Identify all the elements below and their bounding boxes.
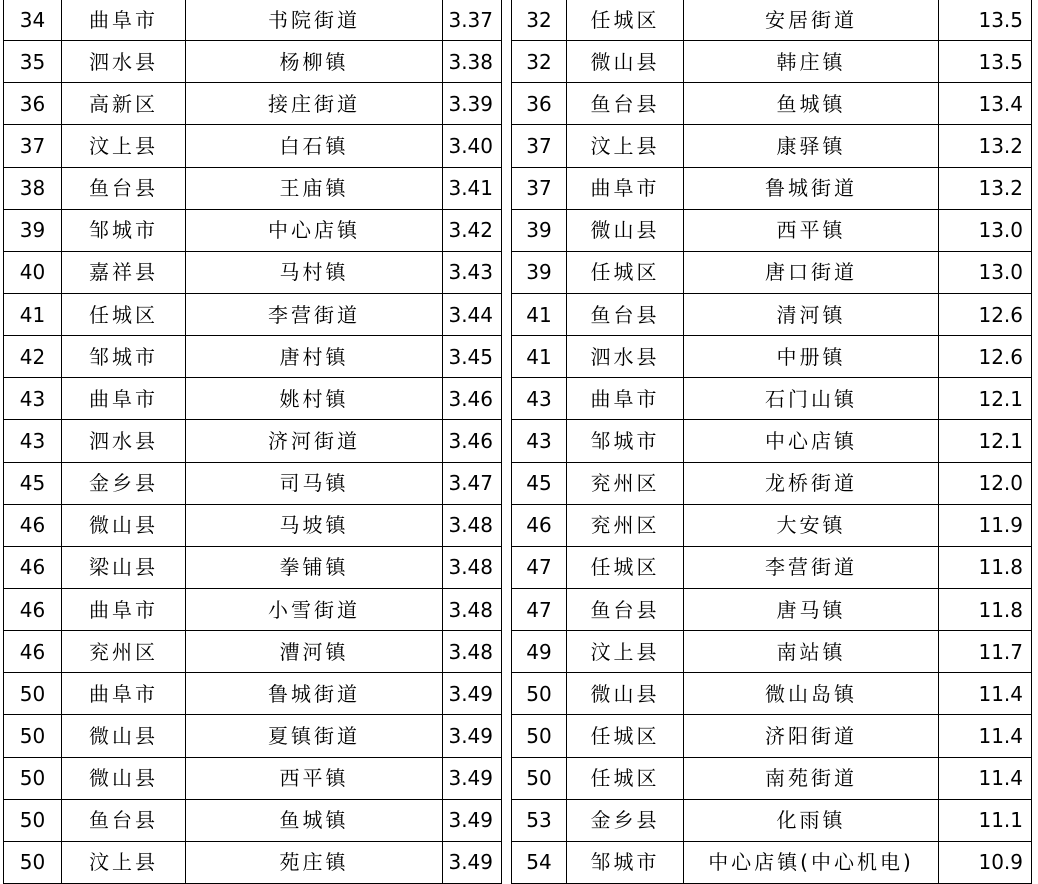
right-table-row	[512, 588, 1032, 630]
value-cell: 3.37	[443, 0, 502, 41]
town-cell: 司马镇	[186, 462, 443, 504]
left-table-row	[4, 673, 502, 715]
value-cell: 3.43	[443, 251, 502, 293]
rank-cell: 47	[512, 588, 567, 630]
rank-cell: 50	[512, 715, 567, 757]
rank-cell: 39	[4, 209, 62, 251]
value-cell: 13.2	[939, 125, 1032, 167]
rank-cell: 42	[4, 336, 62, 378]
town-cell: 王庙镇	[186, 167, 443, 209]
value-cell: 12.0	[939, 462, 1032, 504]
value-cell: 3.49	[443, 841, 502, 883]
value-cell: 3.49	[443, 799, 502, 841]
town-cell: 接庄街道	[186, 83, 443, 125]
county-cell: 微山县	[567, 673, 684, 715]
county-cell: 鱼台县	[62, 799, 186, 841]
county-cell: 曲阜市	[62, 588, 186, 630]
town-cell: 化雨镇	[684, 799, 939, 841]
left-table-row	[4, 588, 502, 630]
town-cell: 马村镇	[186, 251, 443, 293]
town-cell: 书院街道	[186, 0, 443, 41]
rank-cell: 41	[512, 336, 567, 378]
county-cell: 泗水县	[62, 41, 186, 83]
left-table-row	[4, 504, 502, 546]
left-table-row	[4, 167, 502, 209]
town-cell: 李营街道	[186, 293, 443, 335]
rank-cell: 50	[4, 757, 62, 799]
county-cell: 兖州区	[62, 631, 186, 673]
value-cell: 3.46	[443, 420, 502, 462]
rank-cell: 53	[512, 799, 567, 841]
value-cell: 11.4	[939, 757, 1032, 799]
town-cell: 中心店镇	[684, 420, 939, 462]
value-cell: 3.42	[443, 209, 502, 251]
county-cell: 高新区	[62, 83, 186, 125]
rank-cell: 43	[4, 420, 62, 462]
right-table-row	[512, 41, 1032, 83]
county-cell: 鱼台县	[567, 588, 684, 630]
county-cell: 汶上县	[62, 125, 186, 167]
county-cell: 金乡县	[62, 462, 186, 504]
town-cell: 白石镇	[186, 125, 443, 167]
right-table-row	[512, 757, 1032, 799]
county-cell: 任城区	[62, 293, 186, 335]
value-cell: 11.8	[939, 546, 1032, 588]
right-table-row	[512, 546, 1032, 588]
rank-cell: 49	[512, 631, 567, 673]
county-cell: 汶上县	[567, 125, 684, 167]
value-cell: 12.1	[939, 378, 1032, 420]
rank-cell: 46	[4, 631, 62, 673]
town-cell: 小雪街道	[186, 588, 443, 630]
value-cell: 13.2	[939, 167, 1032, 209]
town-cell: 唐村镇	[186, 336, 443, 378]
right-table-row	[512, 0, 1032, 41]
town-cell: 西平镇	[186, 757, 443, 799]
value-cell: 3.45	[443, 336, 502, 378]
value-cell: 3.49	[443, 715, 502, 757]
county-cell: 鱼台县	[62, 167, 186, 209]
county-cell: 汶上县	[62, 841, 186, 883]
rank-cell: 39	[512, 209, 567, 251]
right-table-row	[512, 420, 1032, 462]
county-cell: 任城区	[567, 546, 684, 588]
right-table-row	[512, 504, 1032, 546]
right-table-row	[512, 631, 1032, 673]
left-ranking-table	[3, 0, 502, 884]
left-table-body	[4, 0, 502, 883]
left-table-row	[4, 125, 502, 167]
county-cell: 泗水县	[62, 420, 186, 462]
county-cell: 任城区	[567, 757, 684, 799]
county-cell: 曲阜市	[567, 378, 684, 420]
county-cell: 任城区	[567, 715, 684, 757]
rank-cell: 46	[4, 504, 62, 546]
rank-cell: 46	[4, 588, 62, 630]
rank-cell: 43	[4, 378, 62, 420]
town-cell: 杨柳镇	[186, 41, 443, 83]
value-cell: 11.7	[939, 631, 1032, 673]
rank-cell: 32	[512, 0, 567, 41]
town-cell: 中册镇	[684, 336, 939, 378]
value-cell: 3.39	[443, 83, 502, 125]
right-table-row	[512, 841, 1032, 883]
town-cell: 西平镇	[684, 209, 939, 251]
value-cell: 13.5	[939, 41, 1032, 83]
town-cell: 中心店镇(中心机电)	[684, 841, 939, 883]
rank-cell: 39	[512, 251, 567, 293]
county-cell: 微山县	[62, 504, 186, 546]
town-cell: 龙桥街道	[684, 462, 939, 504]
left-table-row	[4, 378, 502, 420]
town-cell: 苑庄镇	[186, 841, 443, 883]
rank-cell: 36	[512, 83, 567, 125]
county-cell: 鱼台县	[567, 293, 684, 335]
county-cell: 金乡县	[567, 799, 684, 841]
county-cell: 邹城市	[62, 336, 186, 378]
town-cell: 唐口街道	[684, 251, 939, 293]
county-cell: 邹城市	[567, 420, 684, 462]
county-cell: 嘉祥县	[62, 251, 186, 293]
value-cell: 12.6	[939, 293, 1032, 335]
town-cell: 安居街道	[684, 0, 939, 41]
county-cell: 微山县	[567, 41, 684, 83]
rank-cell: 45	[4, 462, 62, 504]
rank-cell: 50	[512, 673, 567, 715]
town-cell: 济阳街道	[684, 715, 939, 757]
right-ranking-table	[511, 0, 1032, 884]
town-cell: 姚村镇	[186, 378, 443, 420]
value-cell: 3.49	[443, 673, 502, 715]
county-cell: 邹城市	[62, 209, 186, 251]
county-cell: 任城区	[567, 0, 684, 41]
county-cell: 微山县	[567, 209, 684, 251]
town-cell: 拳铺镇	[186, 546, 443, 588]
town-cell: 韩庄镇	[684, 41, 939, 83]
rank-cell: 38	[4, 167, 62, 209]
value-cell: 10.9	[939, 841, 1032, 883]
rank-cell: 32	[512, 41, 567, 83]
county-cell: 微山县	[62, 715, 186, 757]
town-cell: 马坡镇	[186, 504, 443, 546]
rank-cell: 50	[4, 715, 62, 757]
town-cell: 夏镇街道	[186, 715, 443, 757]
rank-cell: 35	[4, 41, 62, 83]
value-cell: 3.44	[443, 293, 502, 335]
right-table-body	[512, 0, 1032, 883]
value-cell: 3.48	[443, 546, 502, 588]
left-table-row	[4, 546, 502, 588]
rank-cell: 43	[512, 420, 567, 462]
left-table-row	[4, 841, 502, 883]
rank-cell: 37	[4, 125, 62, 167]
rank-cell: 50	[512, 757, 567, 799]
town-cell: 微山岛镇	[684, 673, 939, 715]
county-cell: 曲阜市	[62, 0, 186, 41]
town-cell: 大安镇	[684, 504, 939, 546]
left-table-row	[4, 0, 502, 41]
town-cell: 中心店镇	[186, 209, 443, 251]
town-cell: 南苑街道	[684, 757, 939, 799]
right-table-row	[512, 378, 1032, 420]
value-cell: 11.4	[939, 673, 1032, 715]
left-table-row	[4, 251, 502, 293]
rank-cell: 46	[512, 504, 567, 546]
left-table-row	[4, 631, 502, 673]
left-table-row	[4, 420, 502, 462]
left-table-row	[4, 209, 502, 251]
value-cell: 3.46	[443, 378, 502, 420]
left-table-row	[4, 41, 502, 83]
right-table-row	[512, 462, 1032, 504]
county-cell: 兖州区	[567, 462, 684, 504]
rank-cell: 50	[4, 799, 62, 841]
rank-cell: 47	[512, 546, 567, 588]
right-table-row	[512, 167, 1032, 209]
right-table-row	[512, 799, 1032, 841]
town-cell: 唐马镇	[684, 588, 939, 630]
right-table-row	[512, 673, 1032, 715]
rank-cell: 43	[512, 378, 567, 420]
town-cell: 南站镇	[684, 631, 939, 673]
town-cell: 鱼城镇	[684, 83, 939, 125]
value-cell: 13.0	[939, 251, 1032, 293]
value-cell: 3.48	[443, 588, 502, 630]
left-table-row	[4, 336, 502, 378]
rank-cell: 36	[4, 83, 62, 125]
value-cell: 11.4	[939, 715, 1032, 757]
right-table-row	[512, 715, 1032, 757]
rank-cell: 37	[512, 125, 567, 167]
value-cell: 3.49	[443, 757, 502, 799]
town-cell: 石门山镇	[684, 378, 939, 420]
county-cell: 泗水县	[567, 336, 684, 378]
town-cell: 济河街道	[186, 420, 443, 462]
value-cell: 3.41	[443, 167, 502, 209]
value-cell: 11.8	[939, 588, 1032, 630]
right-table-row	[512, 83, 1032, 125]
left-table-row	[4, 715, 502, 757]
county-cell: 曲阜市	[62, 673, 186, 715]
left-table-row	[4, 757, 502, 799]
value-cell: 13.4	[939, 83, 1032, 125]
town-cell: 鱼城镇	[186, 799, 443, 841]
value-cell: 12.1	[939, 420, 1032, 462]
county-cell: 鱼台县	[567, 83, 684, 125]
town-cell: 康驿镇	[684, 125, 939, 167]
left-table-row	[4, 293, 502, 335]
rank-cell: 37	[512, 167, 567, 209]
value-cell: 12.6	[939, 336, 1032, 378]
county-cell: 汶上县	[567, 631, 684, 673]
town-cell: 清河镇	[684, 293, 939, 335]
value-cell: 3.38	[443, 41, 502, 83]
county-cell: 梁山县	[62, 546, 186, 588]
rank-cell: 50	[4, 673, 62, 715]
county-cell: 微山县	[62, 757, 186, 799]
county-cell: 兖州区	[567, 504, 684, 546]
right-table-row	[512, 125, 1032, 167]
town-cell: 漕河镇	[186, 631, 443, 673]
value-cell: 3.40	[443, 125, 502, 167]
value-cell: 3.48	[443, 504, 502, 546]
rank-cell: 50	[4, 841, 62, 883]
value-cell: 3.48	[443, 631, 502, 673]
rank-cell: 40	[4, 251, 62, 293]
value-cell: 13.0	[939, 209, 1032, 251]
left-table-row	[4, 799, 502, 841]
right-table-row	[512, 209, 1032, 251]
county-cell: 曲阜市	[567, 167, 684, 209]
rank-cell: 45	[512, 462, 567, 504]
rank-cell: 46	[4, 546, 62, 588]
county-cell: 任城区	[567, 251, 684, 293]
rank-cell: 41	[4, 293, 62, 335]
rank-cell: 34	[4, 0, 62, 41]
value-cell: 13.5	[939, 0, 1032, 41]
value-cell: 11.1	[939, 799, 1032, 841]
town-cell: 鲁城街道	[684, 167, 939, 209]
town-cell: 鲁城街道	[186, 673, 443, 715]
value-cell: 11.9	[939, 504, 1032, 546]
right-table-row	[512, 293, 1032, 335]
right-table-row	[512, 251, 1032, 293]
right-table-row	[512, 336, 1032, 378]
rank-cell: 41	[512, 293, 567, 335]
left-table-row	[4, 462, 502, 504]
rank-cell: 54	[512, 841, 567, 883]
county-cell: 曲阜市	[62, 378, 186, 420]
value-cell: 3.47	[443, 462, 502, 504]
town-cell: 李营街道	[684, 546, 939, 588]
county-cell: 邹城市	[567, 841, 684, 883]
left-table-row	[4, 83, 502, 125]
